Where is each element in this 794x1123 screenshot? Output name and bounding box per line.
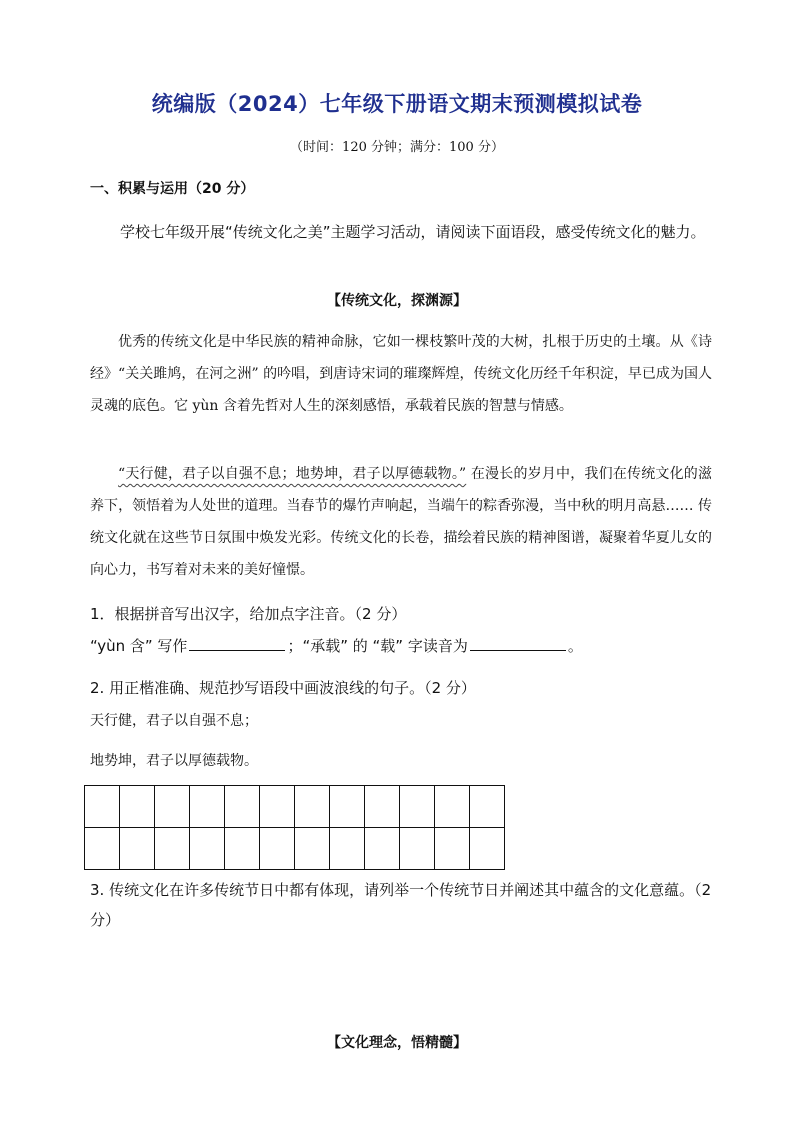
q1-end: 。 <box>567 637 583 655</box>
grid-cell[interactable] <box>470 828 505 870</box>
grid-cell[interactable] <box>190 786 225 828</box>
exam-title: 统编版（2024）七年级下册语文期末预测模拟试卷 <box>151 92 643 116</box>
wavy-underlined-quote: “天行健，君子以自强不息；地势坤，君子以厚德载物。” <box>118 466 467 482</box>
grid-cell[interactable] <box>190 828 225 870</box>
grid-cell[interactable] <box>365 786 400 828</box>
copy-line-1: 天行健，君子以自强不息； <box>90 713 258 729</box>
q1-separator: ；“承载” 的 “载” 字读音为 <box>287 637 468 655</box>
question-1-line <box>90 635 583 656</box>
section-heading: 一、积累与运用（20 分） <box>90 181 255 197</box>
reading-paragraph-2 <box>90 458 712 586</box>
subheading-philosophy: 【文化理念，悟精髓】 <box>327 1035 467 1051</box>
grid-cell[interactable] <box>435 828 470 870</box>
grid-cell[interactable] <box>330 786 365 828</box>
grid-cell[interactable] <box>260 828 295 870</box>
grid-cell[interactable] <box>400 828 435 870</box>
grid-cell[interactable] <box>260 786 295 828</box>
reading-paragraph-1: 优秀的传统文化是中华民族的精神命脉，它如一棵枝繁叶茂的大树，扎根于历史的土壤。从《诗经》“关关雎鸠，在河之洲” 的吟唱，到唐诗宋词的璀璨辉煌，传统文化历经千年积淀，早已成为国人灵魂的底色。它 yùn 含着先哲对人生的深刻感悟，承载着民族的智慧与情感。 <box>90 334 712 414</box>
grid-cell[interactable] <box>365 828 400 870</box>
grid-cell[interactable] <box>400 786 435 828</box>
grid-cell[interactable] <box>225 828 260 870</box>
grid-cell[interactable] <box>295 786 330 828</box>
section-intro: 学校七年级开展“传统文化之美”主题学习活动，请阅读下面语段，感受传统文化的魅力。 <box>120 223 706 241</box>
grid-cell[interactable] <box>85 786 120 828</box>
subheading-origin: 【传统文化，探渊源】 <box>327 293 467 309</box>
grid-cell[interactable] <box>330 828 365 870</box>
grid-cell[interactable] <box>225 786 260 828</box>
writing-grid[interactable] <box>84 785 505 870</box>
grid-cell[interactable] <box>295 828 330 870</box>
grid-cell[interactable] <box>435 786 470 828</box>
question-2-stem: 2. 用正楷准确、规范抄写语段中画波浪线的句子。（2 分） <box>90 679 476 697</box>
paragraph-2-rest: 在漫长的岁月中，我们在传统文化的滋养下，领悟着为人处世的道理。当春节的爆竹声响起，当端午的粽香弥漫，当中秋的明月高悬…… 传统文化就在这些节日氛围中焕发光彩。传统文化的长卷，描绘着民族的精神图谱，凝聚着华夏儿女的向心力，书写着对未来的美好憧憬。 <box>90 466 712 578</box>
grid-cell[interactable] <box>470 786 505 828</box>
grid-cell[interactable] <box>155 786 190 828</box>
exam-time-score: （时间：120 分钟；满分：100 分） <box>290 140 504 155</box>
answer-blank-2[interactable] <box>470 636 566 651</box>
grid-cell[interactable] <box>120 828 155 870</box>
question-3-stem: 3. 传统文化在许多传统节日中都有体现，请列举一个传统节日并阐述其中蕴含的文化意蕴。（2 分） <box>90 881 712 929</box>
copy-line-2: 地势坤，君子以厚德载物。 <box>90 753 258 769</box>
grid-cell[interactable] <box>155 828 190 870</box>
grid-cell[interactable] <box>120 786 155 828</box>
grid-cell[interactable] <box>85 828 120 870</box>
question-1-stem: 1．根据拼音写出汉字，给加点字注音。（2 分） <box>90 605 407 623</box>
q1-part-a: “yùn 含” 写作 <box>90 637 188 655</box>
answer-blank-1[interactable] <box>189 636 285 651</box>
